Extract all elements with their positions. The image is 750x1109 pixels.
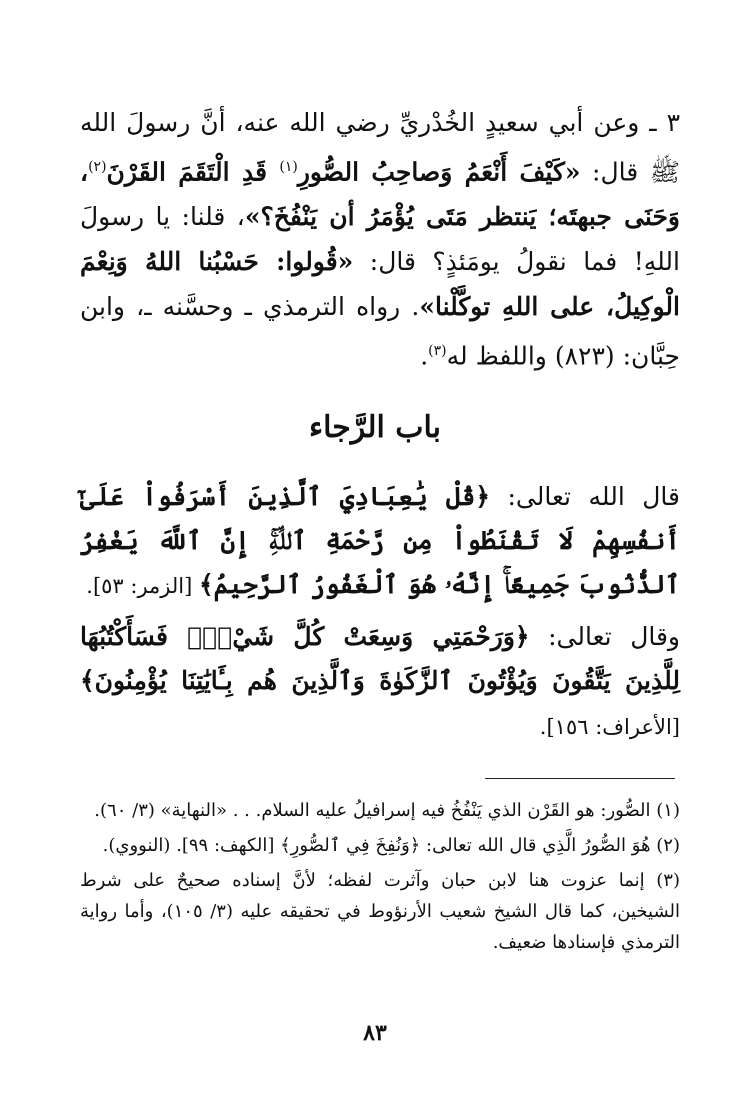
hadith-text-1: ٣ ـ وعن أبي سعيدٍ الخُدْريِّ رضي الله عنه، أنَّ رسولَ الله ﷺ قال: — [80, 108, 680, 187]
hadith-quote-1: «كَيْفَ أَنْعَمُ وَصاحِبُ الصُّورِ — [297, 157, 581, 187]
page-number: ٨٣ — [363, 1020, 387, 1046]
footnotes — [80, 795, 680, 962]
verse-2-intro: وقال تعالى: — [529, 622, 680, 651]
hadith-quote-3: ، وَحَنَى جبهتَه؛ يَنتظر مَتَى يُؤْمَرُ أن يَنْفُخَ؟» — [80, 157, 680, 232]
footnote-3: (٣) إنما عزوت هنا لابن حبان وآثرت لفظه؛ لأنَّ إسناده صحيحٌ على شرط الشيخين، كما قال الشيخ شعيب الأرنؤوط في تحقيقه عليه (٣/ ١٠٥)، وأما رواية الترمذي فإسنادها ضعيف. — [80, 870, 680, 953]
footnote-separator — [485, 778, 675, 779]
footnote-marker-2: (٢) — [88, 159, 107, 175]
hadith-text-3: . رواه الترمذي ـ وحسَّنه ـ، وابن حِبَّان: (٨٢٣) واللفظ له — [80, 292, 680, 371]
footnote-1: (١) الصُّور: هو القَرْن الذي يَنْفُخُ فيه إسرافيلُ عليه السلام. . . «النهاية» (٣/ ٦٠). — [94, 800, 680, 821]
hadith-quote-2: قَدِ الْتَقَمَ القَرْنَ — [106, 157, 280, 187]
verse-1-reference: [الزمر: ٥٣]. — [86, 574, 199, 598]
hadith-quote-4: «قُولوا: حَسْبُنا اللهُ وَنِعْمَ الْوكِيلُ، على اللهِ توكَّلْنا» — [80, 247, 680, 322]
hadith-text-4: . — [420, 341, 429, 371]
hadith-text-2: ، قلنا: يا رسولَ اللهِ! فما نقولُ يومَئذٍ؟ قال: — [80, 202, 680, 277]
footnote-2: (٢) هُوَ الصُّورُ الَّذِي قال الله تعالى: ﴿وَنُفِخَ فِي ٱلصُّورِ﴾ [الكهف: ٩٩]. (النووي). — [102, 835, 680, 856]
verse-2-text: ﴿وَرَحْمَتِي وَسِعَتْ كُلَّ شَيْءٍۚ فَسَأَكْتُبُهَا لِلَّذِينَ يَتَّقُونَ وَيُؤْتُونَ ٱلزَّكَوٰةَ وَٱلَّذِينَ هُم بِـَٔايَٰتِنَا يُؤْمِنُونَ﴾ — [80, 622, 680, 695]
footnote-marker-3: (٣) — [428, 343, 447, 360]
section-heading: باب الرَّجاء — [309, 410, 441, 445]
quran-verse-2 — [80, 615, 680, 749]
verse-2-reference: [الأعراف: ١٥٦]. — [539, 715, 680, 739]
verse-1-text: ﴿قُلْ يَٰعِبَادِيَ ٱلَّذِينَ أَسْرَفُواْ عَلَىٰٓ أَنفُسِهِمْ لَا تَقْنَطُواْ مِن رَّحْمَةِ ٱللَّهِۚ إِنَّ ٱللَّهَ يَغْفِرُ ٱلذُّنُوبَ جَمِيعًاۚ إِنَّهُۥ هُوَ ٱلْغَفُورُ ٱلرَّحِيمُ﴾ — [80, 482, 680, 599]
footnote-marker-1: (١) — [279, 159, 298, 175]
hadith-paragraph — [80, 100, 680, 379]
quran-verse-1 — [80, 475, 680, 608]
verse-1-intro: قال الله تعالى: — [489, 482, 680, 511]
